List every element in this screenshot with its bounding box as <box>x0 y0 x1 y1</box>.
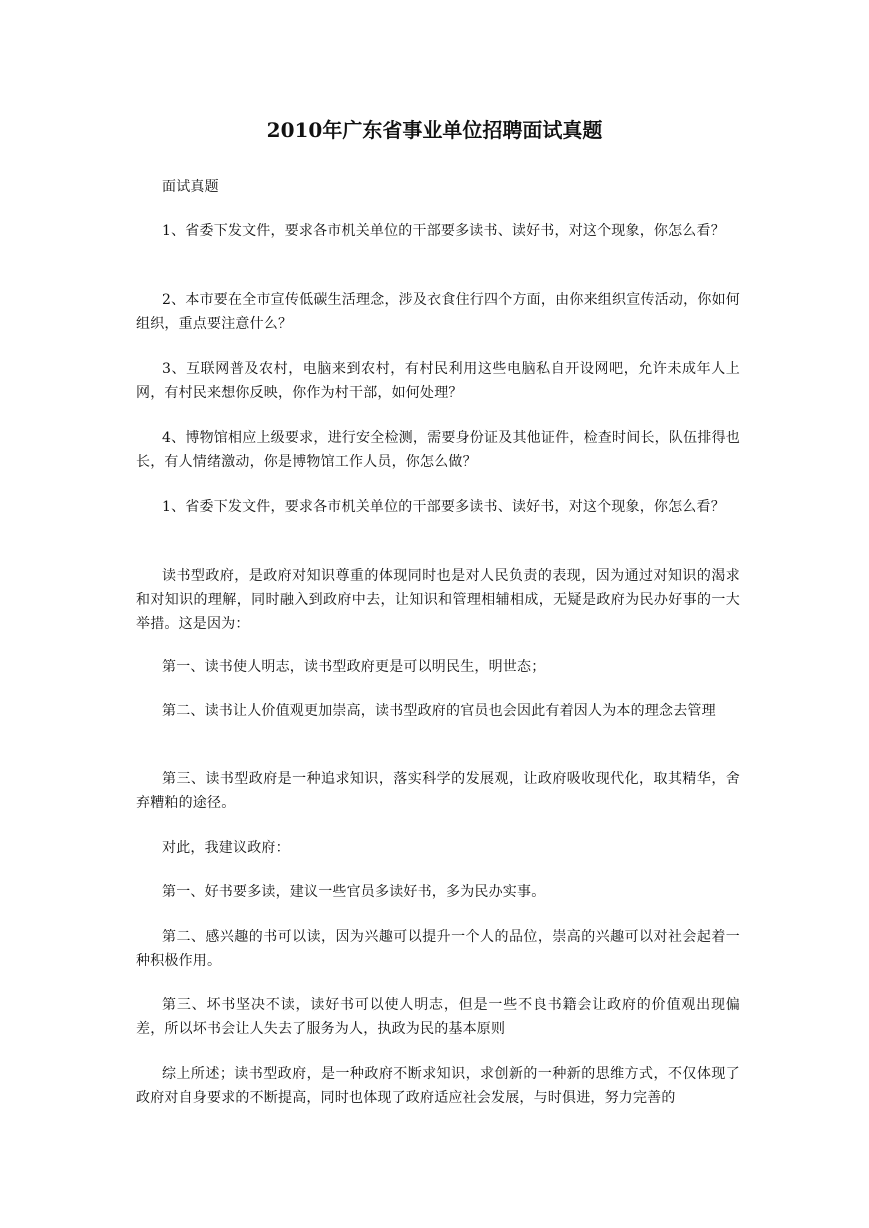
reason-3: 第三、读书型政府是一种追求知识，落实科学的发展观，让政府吸收现代化，取其精华，舍弃糟粕的途径。 <box>136 771 740 811</box>
reason-1: 第一、读书使人明志，读书型政府更是可以明民生，明世态； <box>162 659 546 675</box>
question-3: 3、互联网普及农村，电脑来到农村，有村民利用这些电脑私自开设网吧，允许未成年人上网，有村民来想你反映，你作为村干部，如何处理？ <box>136 361 740 401</box>
suggestion-2: 第二、感兴趣的书可以读，因为兴趣可以提升一个人的品位，崇高的兴趣可以对社会起着一种积极作用。 <box>136 929 740 969</box>
suggestion-1: 第一、好书要多读，建议一些官员多读好书，多为民办实事。 <box>162 884 546 900</box>
question-2: 2、本市要在全市宣传低碳生活理念，涉及衣食住行四个方面，由你来组织宣传活动，你如何组织，重点要注意什么？ <box>136 292 740 332</box>
answer-intro: 读书型政府，是政府对知识尊重的体现同时也是对人民负责的表现，因为通过对知识的渴求和对知识的理解，同时融入到政府中去，让知识和管理相辅相成，无疑是政府为民办好事的一大举措。这是因为： <box>136 568 740 632</box>
section-heading: 面试真题 <box>162 179 219 195</box>
document-title: 2010年广东省事业单位招聘面试真题 <box>266 118 603 142</box>
question-1: 1、省委下发文件，要求各市机关单位的干部要多读书、读好书，对这个现象，你怎么看？ <box>162 223 725 239</box>
reason-2: 第二、读书让人价值观更加崇高，读书型政府的官员也会因此有着因人为本的理念去管理 <box>162 703 716 719</box>
conclusion: 综上所述；读书型政府，是一种政府不断求知识，求创新的一种新的思维方式，不仅体现了政府对自身要求的不断提高，同时也体现了政府适应社会发展，与时俱进，努力完善的 <box>136 1066 740 1106</box>
question-1-repeat: 1、省委下发文件，要求各市机关单位的干部要多读书、读好书，对这个现象，你怎么看？ <box>162 499 725 515</box>
suggestion-heading: 对此，我建议政府： <box>162 840 290 856</box>
question-4: 4、博物馆相应上级要求，进行安全检测，需要身份证及其他证件，检查时间长，队伍排得也长，有人情绪激动，你是博物馆工作人员，你怎么做？ <box>136 430 740 470</box>
suggestion-3: 第三、坏书坚决不读，读好书可以使人明志，但是一些不良书籍会让政府的价值观出现偏差，所以坏书会让人失去了服务为人，执政为民的基本原则 <box>136 997 740 1037</box>
